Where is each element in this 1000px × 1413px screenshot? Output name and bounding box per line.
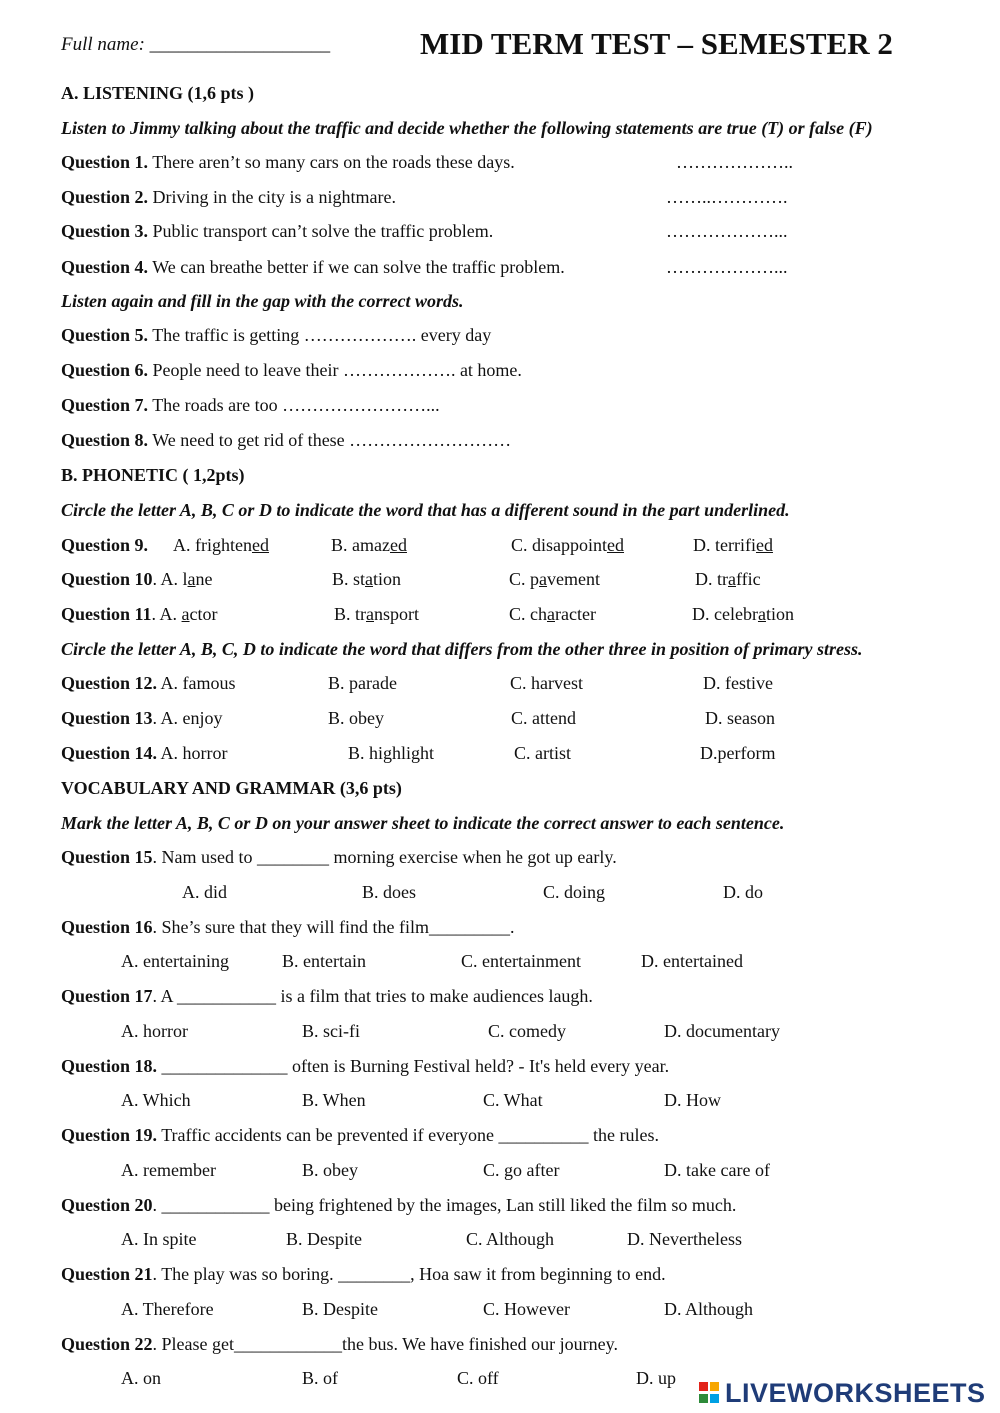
- option-c[interactable]: C. character: [509, 604, 596, 624]
- answer-blank-q3[interactable]: ………………...: [666, 221, 788, 241]
- question-21: [61, 1263, 666, 1285]
- question-5: [61, 324, 491, 346]
- option-c[interactable]: C. disappointed: [511, 535, 625, 555]
- question-label: Question 15: [61, 847, 153, 867]
- section-a-instruction-2: Listen again and fill in the gap with the correct words.: [61, 291, 464, 311]
- option-d[interactable]: D. How: [664, 1090, 721, 1110]
- option-c[interactable]: C. What: [483, 1090, 543, 1110]
- option-b[interactable]: B. highlight: [348, 743, 435, 763]
- section-c-title: VOCABULARY AND GRAMMAR (3,6 pts): [61, 778, 402, 798]
- option-b[interactable]: B. of: [302, 1368, 338, 1388]
- section-c-instruction: Mark the letter A, B, C or D on your answer sheet to indicate the correct answer to each sentence.: [61, 813, 785, 833]
- question-text: . Nam used to ________ morning exercise when he got up early.: [152, 847, 617, 867]
- question-16: [61, 916, 514, 938]
- logo-square: [710, 1382, 719, 1391]
- question-14-option-a[interactable]: Question 14. A. horror: [61, 743, 228, 763]
- option-d[interactable]: D. do: [723, 882, 763, 902]
- question-6: [61, 359, 522, 381]
- question-2: [61, 186, 396, 208]
- question-text: Traffic accidents can be prevented if everyone __________ the rules.: [157, 1125, 660, 1145]
- liveworksheets-logo[interactable]: [698, 1376, 986, 1410]
- full-name-field: [61, 34, 330, 56]
- full-name-label: Full name:: [61, 34, 145, 55]
- option-a[interactable]: A. on: [121, 1368, 161, 1388]
- question-text: The roads are too ……………………...: [148, 395, 440, 415]
- option-a[interactable]: A. remember: [121, 1160, 216, 1180]
- option-c[interactable]: C. harvest: [510, 673, 583, 693]
- question-17: [61, 985, 593, 1007]
- section-a-instruction-1: Listen to Jimmy talking about the traffic and decide whether the following statements are true (T) or false (F): [61, 118, 873, 138]
- option-c[interactable]: C. entertainment: [461, 951, 581, 971]
- option-c[interactable]: C. However: [483, 1299, 570, 1319]
- question-7: [61, 394, 440, 416]
- option-b[interactable]: B. entertain: [282, 951, 366, 971]
- question-label: Question 19.: [61, 1125, 158, 1145]
- question-label: Question 5.: [61, 325, 149, 345]
- option-d[interactable]: D. take care of: [664, 1160, 770, 1180]
- answer-blank-q1[interactable]: ………………..: [676, 152, 793, 172]
- question-20: [61, 1194, 736, 1216]
- option-a[interactable]: A. horror: [121, 1021, 188, 1041]
- question-3: [61, 220, 493, 242]
- question-text: The traffic is getting ………………. every day: [148, 325, 492, 345]
- question-label: Question 22: [61, 1334, 153, 1354]
- section-b-instruction-1: Circle the letter A, B, C or D to indicate the word that has a different sound in the part underlined.: [61, 500, 790, 520]
- question-label: Question 2.: [61, 187, 149, 207]
- logo-square: [710, 1394, 719, 1403]
- question-text: Driving in the city is a nightmare.: [148, 187, 396, 207]
- question-label: Question 14.: [61, 743, 158, 763]
- option-b[interactable]: B. Despite: [302, 1299, 378, 1319]
- answer-blank-q2[interactable]: ……..………….: [666, 187, 788, 207]
- question-text: . She’s sure that they will find the film_________.: [152, 917, 515, 937]
- option-c[interactable]: C. doing: [543, 882, 606, 902]
- question-label: Question 21: [61, 1264, 153, 1284]
- option-b[interactable]: B. station: [332, 569, 402, 589]
- option-b[interactable]: B. transport: [334, 604, 420, 624]
- option-d[interactable]: D. Although: [664, 1299, 754, 1319]
- question-text: . The play was so boring. ________, Hoa saw it from beginning to end.: [152, 1264, 666, 1284]
- option-d[interactable]: D. traffic: [695, 569, 761, 589]
- option-b[interactable]: B. obey: [328, 708, 384, 728]
- question-label: Question 12.: [61, 673, 158, 693]
- option-a[interactable]: A. Therefore: [121, 1299, 214, 1319]
- question-11-option-a[interactable]: Question 11. A. actor: [61, 604, 218, 624]
- question-18: [61, 1055, 669, 1077]
- option-a[interactable]: A. frightened: [173, 535, 269, 555]
- question-text: There aren’t so many cars on the roads these days.: [148, 152, 515, 172]
- option-d[interactable]: D. terrified: [693, 535, 773, 555]
- full-name-blank: ___________________: [149, 34, 331, 55]
- option-d[interactable]: D. season: [705, 708, 775, 728]
- option-d[interactable]: D. Nevertheless: [627, 1229, 742, 1249]
- question-text: . A ___________ is a film that tries to make audiences laugh.: [152, 986, 593, 1006]
- logo-text: LIVEWORKSHEETS: [725, 1377, 986, 1408]
- question-8: [61, 429, 511, 451]
- option-d[interactable]: D. festive: [703, 673, 773, 693]
- option-d[interactable]: D. up: [636, 1368, 676, 1388]
- question-22: [61, 1333, 618, 1355]
- option-d[interactable]: D. documentary: [664, 1021, 780, 1041]
- question-19: [61, 1124, 659, 1146]
- option-a[interactable]: A. Which: [121, 1090, 191, 1110]
- question-text: We need to get rid of these ………………………: [148, 430, 512, 450]
- question-label: Question 18.: [61, 1056, 158, 1076]
- question-label: Question 6.: [61, 360, 149, 380]
- page-title: MID TERM TEST – SEMESTER 2: [420, 26, 893, 61]
- question-text: . ____________ being frightened by the images, Lan still liked the film so much.: [152, 1195, 737, 1215]
- question-text: Public transport can’t solve the traffic problem.: [148, 221, 494, 241]
- question-label: Question 11: [61, 604, 152, 624]
- option-a[interactable]: A. did: [182, 882, 227, 902]
- question-label: Question 10: [61, 569, 153, 589]
- option-c[interactable]: C. comedy: [488, 1021, 566, 1041]
- option-d[interactable]: D.perform: [700, 743, 776, 763]
- option-a[interactable]: A. In spite: [121, 1229, 197, 1249]
- option-c[interactable]: C. Although: [466, 1229, 555, 1249]
- option-c[interactable]: C. go after: [483, 1160, 560, 1180]
- question-9-label: Question 9.: [61, 535, 149, 555]
- section-a-title: A. LISTENING (1,6 pts ): [61, 83, 255, 103]
- option-b[interactable]: B. When: [302, 1090, 366, 1110]
- logo-square: [699, 1382, 708, 1391]
- question-10-option-a[interactable]: Question 10. A. lane: [61, 569, 213, 589]
- option-d[interactable]: D. entertained: [641, 951, 743, 971]
- option-b[interactable]: B. Despite: [286, 1229, 362, 1249]
- question-label: Question 17: [61, 986, 153, 1006]
- option-b[interactable]: B. does: [362, 882, 416, 902]
- option-c[interactable]: C. artist: [514, 743, 571, 763]
- question-label: Question 3.: [61, 221, 149, 241]
- question-label: Question 8.: [61, 430, 149, 450]
- option-c[interactable]: C. off: [457, 1368, 499, 1388]
- question-1: [61, 151, 515, 173]
- question-text: People need to leave their ………………. at home.: [148, 360, 522, 380]
- logo-icon: [698, 1381, 722, 1405]
- answer-blank-q4[interactable]: ………………...: [666, 257, 788, 277]
- option-b[interactable]: B. sci-fi: [302, 1021, 360, 1041]
- question-13-option-a[interactable]: Question 13. A. enjoy: [61, 708, 223, 728]
- question-text: . Please get____________the bus. We have finished our journey.: [152, 1334, 618, 1354]
- section-b-title: B. PHONETIC ( 1,2pts): [61, 465, 245, 485]
- question-text: We can breathe better if we can solve the traffic problem.: [148, 257, 565, 277]
- question-label: Question 7.: [61, 395, 149, 415]
- option-a[interactable]: A. entertaining: [121, 951, 229, 971]
- option-c[interactable]: C. attend: [511, 708, 576, 728]
- question-15: [61, 846, 617, 868]
- option-b[interactable]: B. amazed: [331, 535, 407, 555]
- question-label: Question 13: [61, 708, 153, 728]
- option-b[interactable]: B. obey: [302, 1160, 358, 1180]
- logo-square: [699, 1394, 708, 1403]
- option-d[interactable]: D. celebration: [692, 604, 794, 624]
- question-label: Question 1.: [61, 152, 149, 172]
- question-4: [61, 256, 565, 278]
- question-label: Question 4.: [61, 257, 149, 277]
- question-12-option-a[interactable]: Question 12. A. famous: [61, 673, 236, 693]
- question-label: Question 16: [61, 917, 153, 937]
- option-b[interactable]: B. parade: [328, 673, 397, 693]
- option-c[interactable]: C. pavement: [509, 569, 600, 589]
- question-label: Question 20: [61, 1195, 153, 1215]
- section-b-instruction-2: Circle the letter A, B, C, D to indicate the word that differs from the other three in position of primary stress.: [61, 639, 863, 659]
- question-text: ______________ often is Burning Festival held? - It's held every year.: [157, 1056, 670, 1076]
